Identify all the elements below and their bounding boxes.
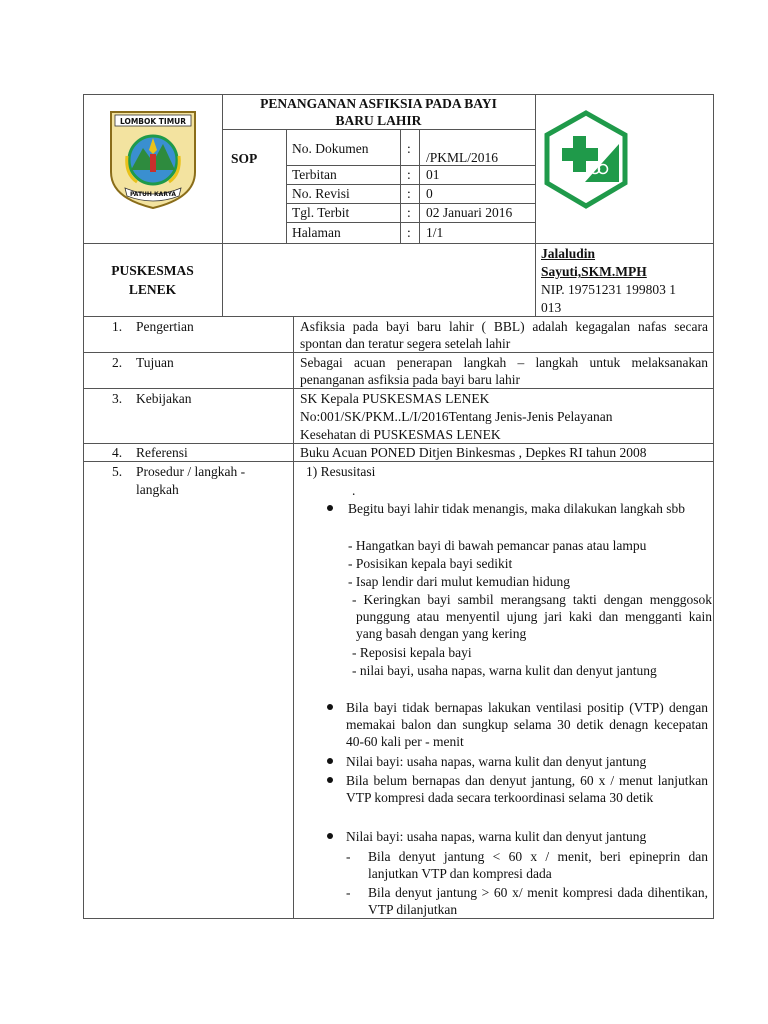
sop-label: SOP [231,151,258,166]
meta-sep: : [407,205,411,220]
meta-value-halaman: 1/1 [426,225,444,240]
procedure-step-keringkan: - Keringkan bayi sambil merangsang takti dengan menggosok punggung atau menyentil ujung jari kaki dan mengganti kain yang basah dengan yang kering [352,592,712,641]
procedure-dot-mark: . [352,483,356,498]
section-number: 1. [112,319,123,334]
section-number: 5. [112,464,123,479]
procedure-step: - Reposisi kepala bayi [352,645,472,660]
meta-value-tgl-terbit: 02 Januari 2016 [426,205,513,220]
procedure-step: - Isap lendir dari mulut kemudian hidung [348,574,570,589]
section-text-kebijakan-2: No:001/SK/PKM..L/I/2016Tentang Jenis-Jenis Pelayanan [300,409,613,424]
section-text-pengertian: Asfiksia pada bayi baru lahir ( BBL) adalah kegagalan nafas secara spontan dan teratur segera setelah lahir [300,319,708,351]
signer-nip-line-1: NIP. 19751231 199803 1 [541,282,677,297]
signer-name-line-1: Jalaludin [541,246,596,261]
meta-label-tgl-terbit: Tgl. Terbit [292,205,350,220]
bullet-icon [327,505,333,511]
section-label-tujuan: Tujuan [136,355,174,370]
section-text-referensi: Buku Acuan PONED Ditjen Binkesmas , Depkes RI tahun 2008 [300,445,647,460]
section-number: 3. [112,391,123,406]
meta-sep: : [407,225,411,240]
bullet-icon [327,777,333,783]
procedure-step: - nilai bayi, usaha napas, warna kulit dan denyut jantung [352,663,657,678]
dash-marker: - [346,849,351,864]
bullet-icon [327,833,333,839]
section-text-kebijakan-1: SK Kepala PUSKESMAS LENEK [300,391,490,406]
lombok-timur-logo [107,110,199,210]
section-label-pengertian: Pengertian [136,319,194,334]
meta-sep: : [407,186,411,201]
org-line-1: PUSKESMAS [111,263,194,278]
meta-value-no-revisi: 0 [426,186,433,201]
meta-label-no-revisi: No. Revisi [292,186,350,201]
procedure-bullet-5: Nilai bayi: usaha napas, warna kulit dan denyut jantung [346,829,647,844]
title-line-2: BARU LAHIR [335,113,422,128]
section-label-prosedur-2: langkah [136,482,179,497]
dash-marker: - [346,885,351,900]
meta-label-terbitan: Terbitan [292,167,337,182]
section-label-referensi: Referensi [136,445,188,460]
procedure-heading: 1) Resusitasi [306,464,376,479]
meta-label-halaman: Halaman [292,225,341,240]
section-text-kebijakan-3: Kesehatan di PUSKESMAS LENEK [300,427,501,442]
signer-name-line-2: Sayuti,SKM.MPH [541,264,647,279]
procedure-step: - Posisikan kepala bayi sedikit [348,556,513,571]
procedure-sub-2: Bila denyut jantung > 60 x/ menit kompresi dada dihentikan, VTP dilanjutkan [368,885,708,917]
meta-sep: : [407,167,411,182]
svg-text:PATUH KARYA: PATUH KARYA [129,191,177,198]
signer-nip-line-2: 013 [541,300,562,315]
bullet-icon [327,704,333,710]
meta-sep: : [407,141,411,156]
org-line-2: LENEK [128,282,177,297]
procedure-step: - Hangatkan bayi di bawah pemancar panas atau lampu [348,538,647,553]
section-number: 2. [112,355,123,370]
org-name [83,262,222,298]
section-label-kebijakan: Kebijakan [136,391,192,406]
meta-value-terbitan: 01 [426,167,440,182]
bullet-icon [327,758,333,764]
meta-label-no-dokumen: No. Dokumen [292,141,369,156]
svg-text:LOMBOK TIMUR: LOMBOK TIMUR [119,117,187,126]
puskesmas-logo [541,110,631,210]
procedure-bullet-1: Begitu bayi lahir tidak menangis, maka dilakukan langkah sbb [348,501,686,516]
procedure-bullet-2: Bila bayi tidak bernapas lakukan ventilasi positip (VTP) dengan memakai balon dan sungkup selama 30 detik denagn kecepatan 40-60 kali per - menit [346,700,708,749]
section-label-prosedur-1: Prosedur / langkah - [136,464,246,479]
meta-value-no-dokumen: /PKML/2016 [426,150,499,165]
procedure-sub-1: Bila denyut jantung < 60 x / menit, beri epineprin dan lanjutkan VTP dan kompresi dada [368,849,708,881]
section-text-tujuan: Sebagai acuan penerapan langkah – langkah untuk melaksanakan penanganan asfiksia pada bayi baru lahir [300,355,708,387]
section-number: 4. [112,445,123,460]
title-line-1: PENANGANAN ASFIKSIA PADA BAYI [260,96,497,111]
document-title [222,95,535,129]
procedure-bullet-4: Bila belum bernapas dan denyut jantung, 60 x / menut lanjutkan VTP kompresi dada secara terkoordinasi selama 30 detik [346,773,708,805]
procedure-bullet-3: Nilai bayi: usaha napas, warna kulit dan denyut jantung [346,754,647,769]
